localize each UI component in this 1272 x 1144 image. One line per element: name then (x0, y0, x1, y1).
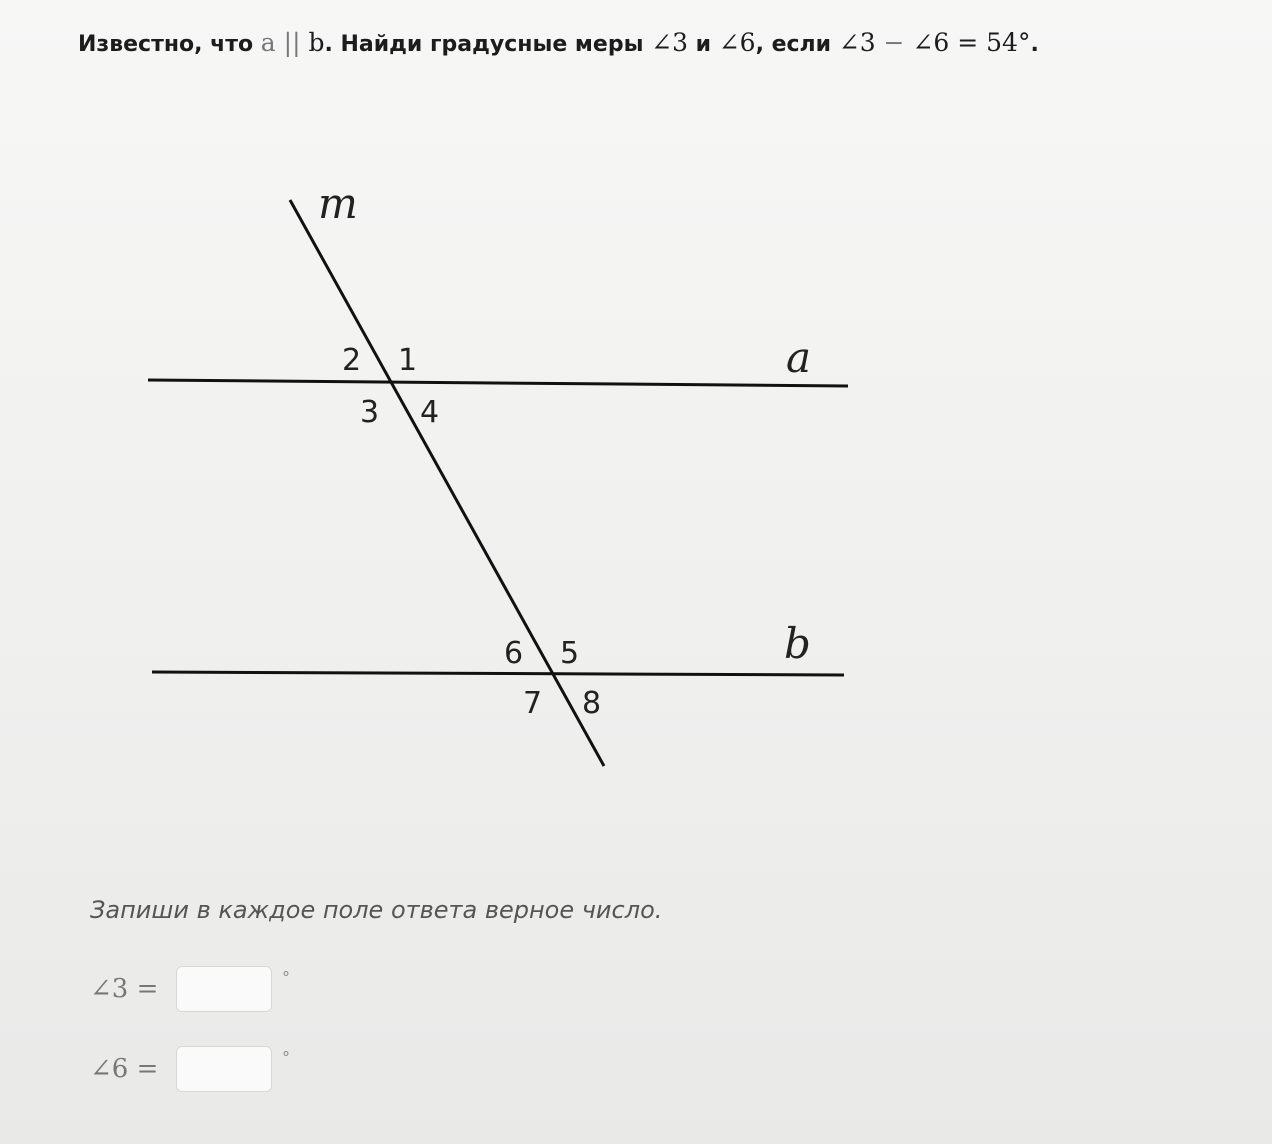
line-m-label: m (318, 179, 358, 228)
angle-label-1: 1 (398, 343, 418, 378)
condition-minus: − (875, 28, 913, 57)
angle-label-2: 2 (342, 343, 362, 378)
question-part-5: . (1030, 32, 1039, 57)
question-part-4: , если (755, 32, 839, 57)
angle-label-3: 3 (360, 395, 380, 430)
condition-rhs: ∠6 = 54° (912, 28, 1031, 57)
line-a (148, 380, 848, 386)
question-part-3: и (687, 32, 719, 57)
angle-label-4: 4 (420, 395, 440, 430)
question-part-1: Известно, что (78, 32, 261, 57)
answer-row-angle-6 (90, 1044, 290, 1094)
transversal-m (290, 200, 604, 766)
angle-3-symbol: ∠3 (651, 28, 688, 57)
angle-label-6: 6 (504, 636, 524, 671)
degree-sign: ° (282, 1048, 290, 1067)
line-b (152, 672, 844, 675)
condition-lhs: ∠3 (838, 28, 876, 57)
angle-6-symbol: ∠6 (718, 28, 756, 57)
line-a-symbol: a (260, 28, 276, 57)
answer-input-angle-3[interactable] (176, 966, 272, 1012)
parallel-symbol: || (275, 28, 309, 57)
degree-sign: ° (282, 968, 290, 987)
line-b-symbol: b (308, 28, 325, 57)
instruction-text: Запиши в каждое поле ответа верное число. (90, 896, 663, 924)
line-a-label: a (786, 333, 812, 382)
angle-label-5: 5 (560, 636, 580, 671)
question-part-2: . Найди градусные меры (324, 32, 652, 57)
angle-label-7: 7 (523, 686, 543, 721)
answer-label-angle-3: ∠3 = (90, 974, 159, 1004)
answer-input-angle-6[interactable] (176, 1046, 272, 1092)
answer-row-angle-3 (90, 964, 290, 1014)
answer-label-angle-6: ∠6 = (90, 1054, 159, 1084)
line-b-label: b (784, 619, 811, 668)
angle-label-8: 8 (582, 686, 602, 721)
